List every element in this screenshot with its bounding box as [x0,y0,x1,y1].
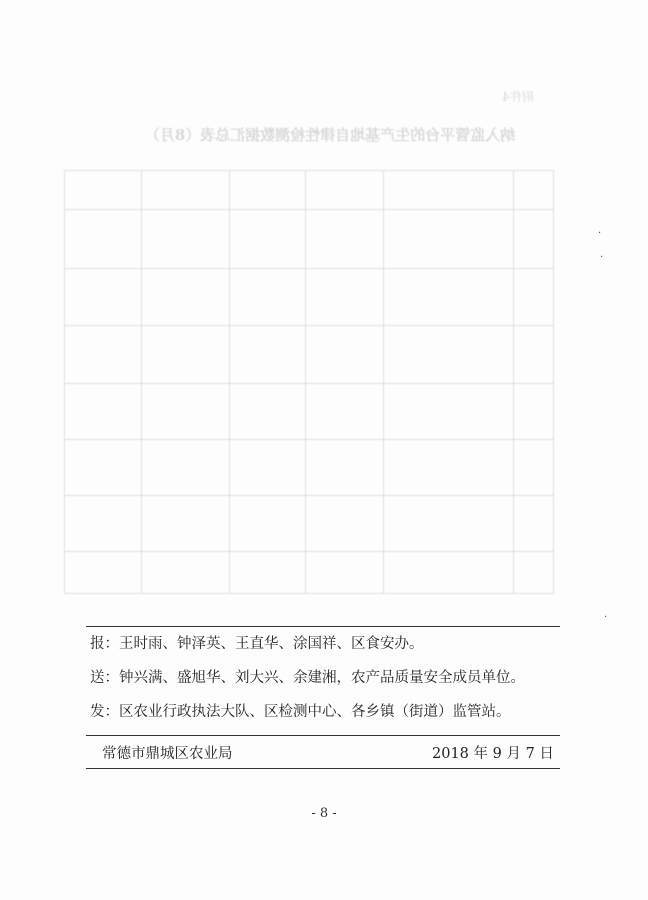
separator-middle [86,735,560,736]
separator-top [86,626,560,627]
scan-mark: · [600,252,604,263]
send-line: 送：钟兴满、盛旭华、刘大兴、余建湘，农产品质量安全成员单位。 [90,670,525,686]
page-number: - 8 - [311,806,337,821]
footer-organization: 常德市鼎城区农业局 [102,746,233,762]
scan-mark: · [604,612,608,623]
bleed-table [64,170,554,594]
footer-date: 2018 年 9 月 7 日 [432,746,554,762]
report-line: 报：王时雨、钟泽英、王直华、涂国祥、区食安办。 [90,636,424,652]
issue-line: 发：区农业行政执法大队、区检测中心、各乡镇（街道）监管站。 [90,704,511,720]
scan-mark: · [598,228,602,239]
separator-bottom [86,768,560,769]
bleed-table-title: 纳入监管平台的生产基地自律性检测数据汇总表（8月） [144,126,516,144]
bleed-annex-label: 附件4 [502,90,534,104]
